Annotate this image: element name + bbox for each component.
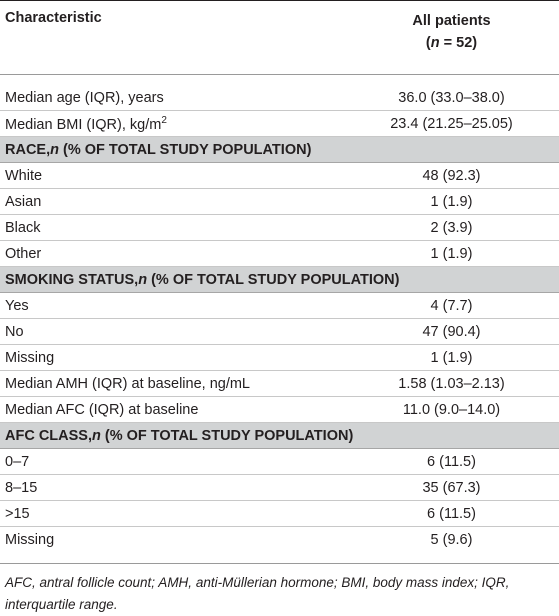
- table-row: [0, 189, 559, 215]
- section-header-smoking: [0, 267, 559, 293]
- table-row: [0, 293, 559, 319]
- section-title-n: n: [138, 271, 148, 288]
- row-label: Missing: [5, 532, 55, 548]
- row-value: 6 (11.5): [427, 453, 476, 470]
- header-n-symbol: n: [430, 35, 440, 51]
- section-title-part: (% OF TOTAL STUDY POPULATION): [63, 141, 312, 158]
- table-row: [0, 345, 559, 371]
- table-row: [0, 111, 559, 137]
- bmi-label: Median BMI (IQR), kg/m: [5, 116, 162, 133]
- row-value: 1 (1.9): [430, 193, 473, 210]
- table-row: [0, 475, 559, 501]
- spacer: [0, 75, 559, 85]
- section-title-n: n: [50, 141, 59, 158]
- row-label: Black: [5, 219, 41, 236]
- row-value: 4 (7.7): [430, 297, 473, 314]
- row-value: 23.4 (21.25–25.05): [390, 115, 513, 132]
- row-label: White: [5, 167, 43, 184]
- header-n-value: = 52): [439, 35, 478, 51]
- table-header: [0, 1, 559, 75]
- table-row: [0, 501, 559, 527]
- row-value: 35 (67.3): [422, 479, 481, 496]
- row-label: Yes: [5, 297, 29, 314]
- row-value: 1 (1.9): [430, 349, 473, 366]
- row-value: 6 (11.5): [427, 505, 476, 522]
- row-label: Median AFC (IQR) at baseline: [5, 401, 199, 418]
- row-value: 47 (90.4): [422, 323, 481, 340]
- row-value: 2 (3.9): [430, 219, 473, 236]
- section-title-part: AFC CLASS,: [5, 427, 92, 444]
- row-label: Other: [5, 245, 42, 262]
- row-label: >15: [5, 505, 30, 522]
- row-label: No: [5, 323, 24, 340]
- table-row: [0, 215, 559, 241]
- table-row: [0, 85, 559, 111]
- row-value: 36.0 (33.0–38.0): [398, 89, 505, 106]
- header-n-count: [344, 32, 559, 54]
- row-label: [0, 115, 344, 133]
- table-row: [0, 449, 559, 475]
- table-row: [0, 319, 559, 345]
- table-row: [0, 527, 559, 553]
- row-value: 48 (92.3): [422, 167, 481, 184]
- row-label: Median AMH (IQR) at baseline, ng/mL: [5, 375, 250, 392]
- row-label: Missing: [5, 349, 55, 366]
- section-title-part: (% OF TOTAL STUDY POPULATION): [151, 271, 400, 288]
- row-label: 0–7: [5, 453, 30, 470]
- table-row: [0, 397, 559, 423]
- row-value: 1.58 (1.03–2.13): [398, 375, 505, 392]
- section-header-afc-class: [0, 423, 559, 449]
- bmi-superscript: 2: [161, 114, 167, 126]
- table-row: [0, 163, 559, 189]
- row-label: 8–15: [5, 479, 38, 496]
- section-title-part: RACE,: [5, 141, 51, 158]
- table-row: [0, 371, 559, 397]
- row-label: Median age (IQR), years: [5, 89, 164, 106]
- row-label: Asian: [5, 193, 42, 210]
- row-value: 1 (1.9): [430, 245, 473, 262]
- header-all-patients: [344, 1, 559, 74]
- header-all-patients-label: All patients: [412, 13, 491, 29]
- section-header-race: [0, 137, 559, 163]
- row-value: 5 (9.6): [430, 532, 473, 548]
- table-footnote: AFC, antral follicle count; AMH, anti-Müllerian hormone; BMI, body mass index; IQR, interquartile range.: [5, 575, 510, 612]
- section-title-part: SMOKING STATUS,: [5, 271, 139, 288]
- section-title-n: n: [92, 427, 101, 444]
- row-value: 11.0 (9.0–14.0): [402, 401, 501, 418]
- header-paren: (: [425, 35, 431, 51]
- table-row: [0, 241, 559, 267]
- header-characteristic: Characteristic: [5, 10, 102, 26]
- section-title-part: (% OF TOTAL STUDY POPULATION): [104, 427, 354, 444]
- spacer: [0, 553, 559, 563]
